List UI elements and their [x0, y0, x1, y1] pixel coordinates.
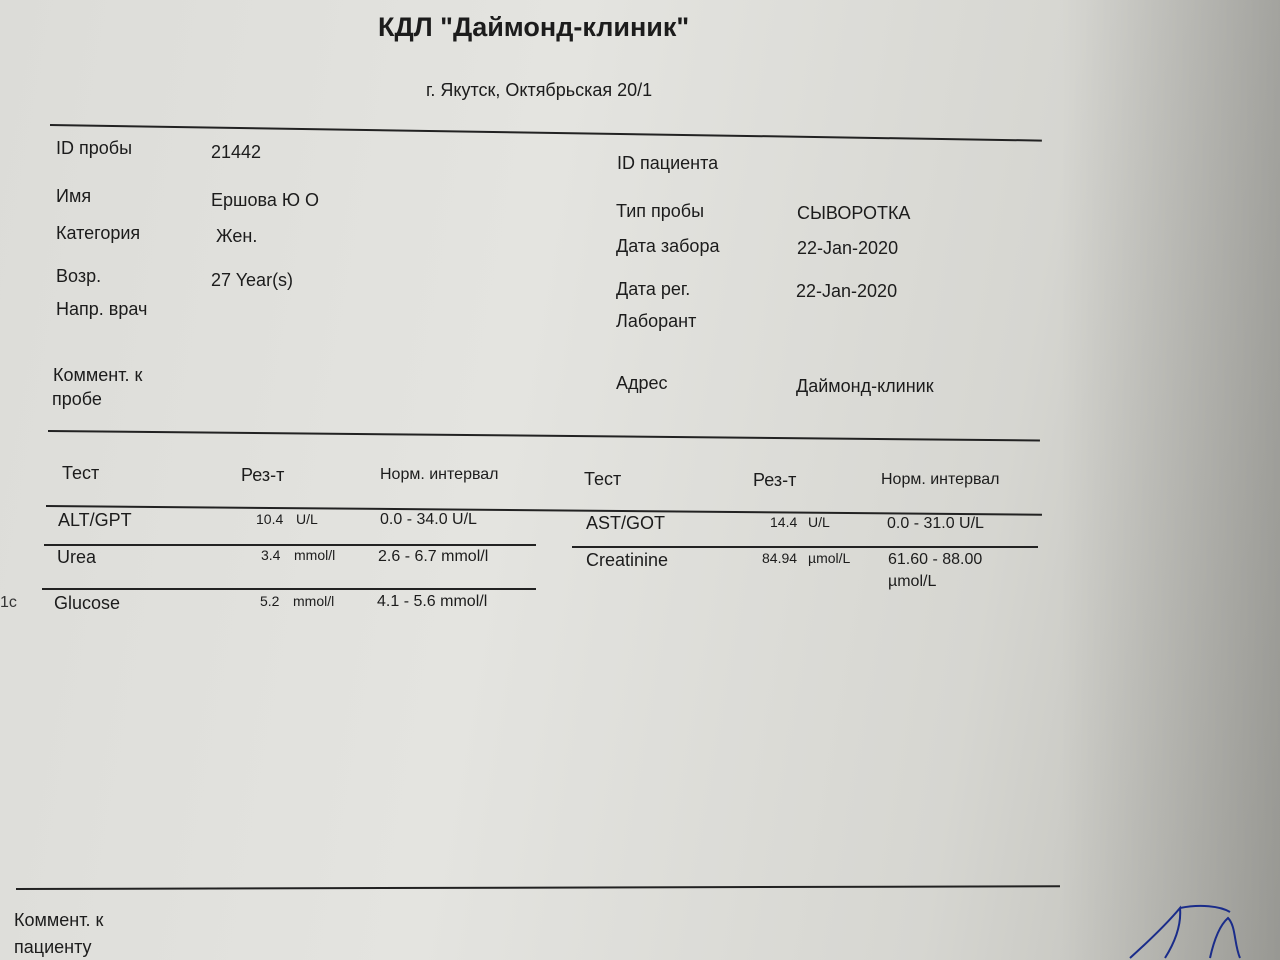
test-value: 84.94: [762, 550, 798, 566]
sample-id-value: 21442: [211, 142, 262, 162]
test-range: 61.60 - 88.00: [888, 551, 983, 568]
patient-comment-label-2: пациенту: [14, 937, 92, 957]
test-unit: µmol/L: [808, 550, 851, 566]
age-value: 27 Year(s): [211, 270, 294, 290]
registered-date-label: Дата рег.: [616, 279, 691, 299]
header-range-left: Норм. интервал: [380, 466, 499, 483]
signature-icon: [1110, 900, 1280, 960]
test-value: 5.2: [260, 593, 280, 609]
test-unit: mmol/l: [293, 593, 335, 609]
footer-divider: [16, 885, 1060, 890]
edge-mark: 1c: [0, 594, 17, 611]
header-test-right: Тест: [584, 469, 622, 489]
info-divider: [48, 430, 1040, 442]
registered-date-value: 22-Jan-2020: [796, 281, 898, 301]
sample-comment-label-2: пробе: [52, 389, 102, 409]
doctor-label: Напр. врач: [56, 299, 148, 319]
test-value: 10.4: [256, 511, 284, 527]
test-range-unit: µmol/L: [888, 573, 937, 590]
address-value: Даймонд-клиник: [796, 376, 934, 396]
category-label: Категория: [56, 223, 141, 243]
name-value: Ершова Ю О: [211, 190, 320, 210]
test-unit: mmol/l: [294, 547, 336, 563]
sample-type-label: Тип пробы: [616, 201, 705, 221]
row-divider: [572, 546, 1038, 548]
test-unit: U/L: [808, 514, 830, 530]
category-value: Жен.: [216, 226, 258, 246]
sample-id-label: ID пробы: [56, 138, 133, 158]
test-range: 0.0 - 31.0 U/L: [887, 515, 984, 532]
page-shadow: [1060, 0, 1280, 960]
age-label: Возр.: [56, 266, 102, 286]
test-name: Glucose: [54, 593, 121, 613]
test-name: Creatinine: [586, 550, 669, 570]
header-range-right: Норм. интервал: [881, 471, 1000, 488]
address-label: Адрес: [616, 373, 668, 393]
sample-type-value: СЫВОРОТКА: [797, 203, 911, 223]
header-divider: [50, 124, 1042, 142]
sample-comment-label: Коммент. к: [53, 365, 143, 385]
lab-name: КДЛ "Даймонд-клиник": [378, 12, 690, 42]
test-name: AST/GOT: [586, 513, 666, 533]
header-result-left: Рез-т: [241, 465, 285, 485]
lab-address: г. Якутск, Октябрьская 20/1: [426, 80, 653, 100]
test-range: 0.0 - 34.0 U/L: [380, 511, 477, 528]
patient-id-label: ID пациента: [617, 153, 719, 173]
test-value: 3.4: [261, 547, 281, 563]
test-name: Urea: [57, 547, 97, 567]
patient-comment-label: Коммент. к: [14, 910, 104, 930]
row-divider: [42, 588, 536, 590]
test-unit: U/L: [296, 511, 318, 527]
test-range: 2.6 - 6.7 mmol/l: [378, 548, 489, 565]
header-test-left: Тест: [62, 463, 100, 483]
lab-tech-label: Лаборант: [616, 311, 697, 331]
header-result-right: Рез-т: [753, 470, 797, 490]
test-name: ALT/GPT: [58, 510, 132, 530]
test-value: 14.4: [770, 514, 798, 530]
test-range: 4.1 - 5.6 mmol/l: [377, 593, 488, 610]
name-label: Имя: [56, 186, 92, 206]
collected-date-label: Дата забора: [616, 236, 720, 256]
row-divider: [44, 544, 536, 546]
collected-date-value: 22-Jan-2020: [797, 238, 899, 258]
